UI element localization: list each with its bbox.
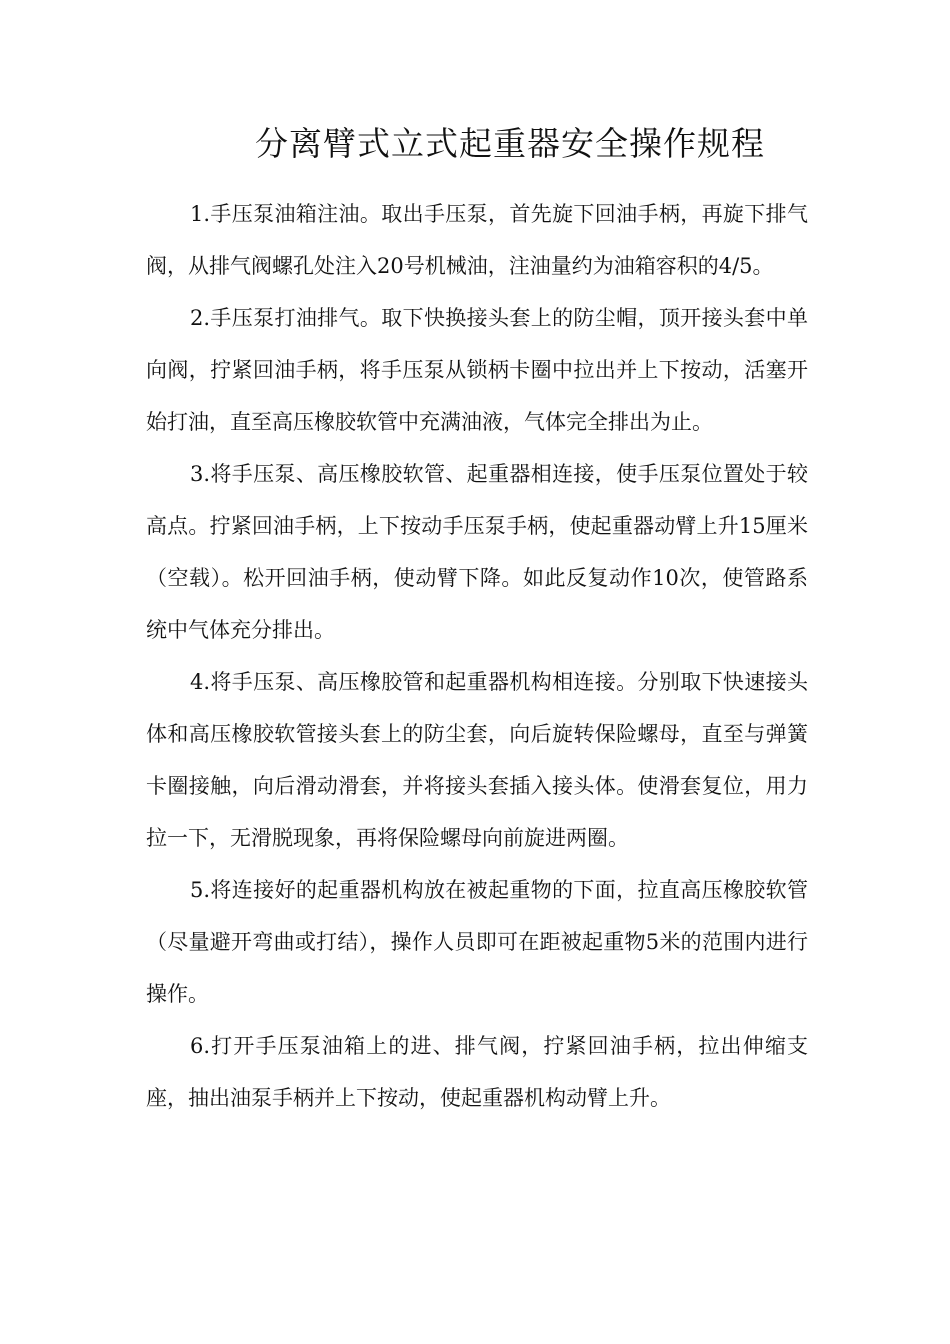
paragraph-3: 3.将手压泵、高压橡胶软管、起重器相连接，使手压泵位置处于较高点。拧紧回油手柄，上下按动手压泵手柄，使起重器动臂上升15厘米（空载）。松开回油手柄，使动臂下降。如此反复动作10次，使管路系统中气体充分排出。 bbox=[146, 462, 808, 642]
paragraph-5: 5.将连接好的起重器机构放在被起重物的下面，拉直高压橡胶软管（尽量避开弯曲或打结），操作人员即可在距被起重物5米的范围内进行操作。 bbox=[146, 878, 808, 1006]
document-body bbox=[146, 188, 808, 1124]
paragraph-2: 2.手压泵打油排气。取下快换接头套上的防尘帽，顶开接头套中单向阀，拧紧回油手柄，将手压泵从锁柄卡圈中拉出并上下按动，活塞开始打油，直至高压橡胶软管中充满油液，气体完全排出为止。 bbox=[146, 306, 808, 434]
document-title: 分离臂式立式起重器安全操作规程 bbox=[255, 124, 765, 163]
paragraph-6: 6.打开手压泵油箱上的进、排气阀，拧紧回油手柄，拉出伸缩支座，抽出油泵手柄并上下按动，使起重器机构动臂上升。 bbox=[146, 1034, 808, 1110]
paragraph-1: 1.手压泵油箱注油。取出手压泵，首先旋下回油手柄，再旋下排气阀，从排气阀螺孔处注入20号机械油，注油量约为油箱容积的4/5。 bbox=[146, 202, 808, 278]
paragraph-4: 4.将手压泵、高压橡胶管和起重器机构相连接。分别取下快速接头体和高压橡胶软管接头套上的防尘套，向后旋转保险螺母，直至与弹簧卡圈接触，向后滑动滑套，并将接头套插入接头体。使滑套复位，用力拉一下，无滑脱现象，再将保险螺母向前旋进两圈。 bbox=[146, 670, 808, 850]
